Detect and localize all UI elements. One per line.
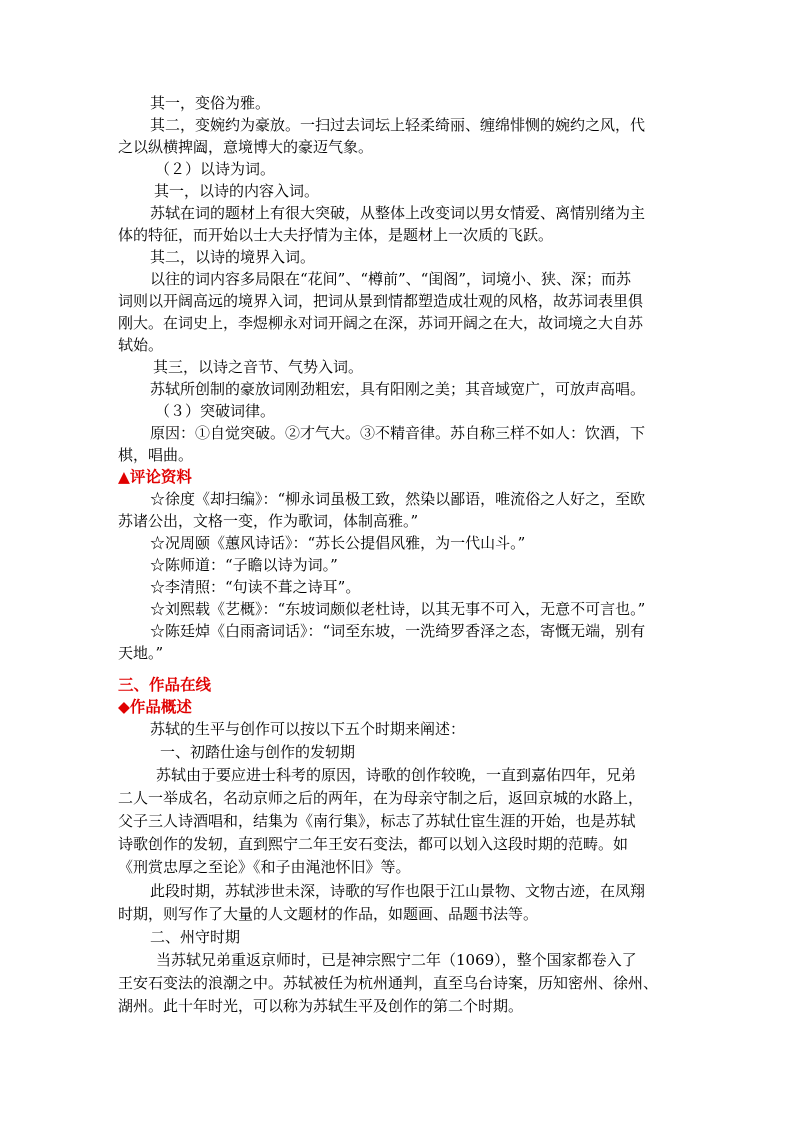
text-line: 其二，以诗的境界入词。 [150,248,316,266]
text-line: 二、州守时期 [150,928,241,946]
text-line: 其一，变俗为雅。 [150,94,271,112]
section-heading: ▲评论资料 [118,468,192,486]
text-line: 王安石变法的浪潮之中。苏轼被任为杭州通判，直至乌台诗案，历知密州、徐州、 [118,974,659,992]
text-line: 苏轼由于要应进士科考的原因，诗歌的创作较晚，一直到嘉佑四年，兄弟 [156,766,637,784]
text-line: 之以纵横捭阖，意境博大的豪迈气象。 [118,138,374,156]
text-line: 一、初踏仕途与创作的发轫期 [160,743,356,761]
text-line: （３）突破词律。 [155,402,276,420]
section-heading: ◆作品概述 [118,698,192,716]
text-line: 轼始。 [118,336,164,354]
text-line: 苏轼在词的题材上有很大突破，从整体上改变词以男女情爱、离情别绪为主 [150,204,646,222]
text-line: 《刑赏忠厚之至论》《和子由渑池怀旧》等。 [118,858,411,876]
text-line: 刚大。在词史上，李煜柳永对词开阔之在深，苏词开阔之在大，故词境之大自苏 [118,314,644,332]
text-line: 天地。” [118,644,164,662]
text-line: 原因：①自觉突破。②才气大。③不精音律。苏自称三样不如人：饮酒，下 [150,424,646,442]
text-line: 父子三人诗酒唱和，结集为《南行集》，标志了苏轼仕宦生涯的开始，也是苏轼 [118,812,636,830]
text-line: 体的特征，而开始以士大夫抒情为主体，是题材上一次质的飞跃。 [118,226,554,244]
text-line: 苏轼的生平与创作可以按以下五个时期来阐述： [150,720,466,738]
section-heading: 三、作品在线 [118,676,212,694]
text-line: 苏轼所创制的豪放词刚劲粗宏，具有阳刚之美；其音域宽广，可放声高唱。 [150,380,646,398]
text-line: ☆陈廷焯《白雨斋词话》：“词至东坡，一洗绮罗香泽之态，寄慨无端，别有 [150,622,646,640]
text-line: 此段时期，苏轼涉世未深，诗歌的写作也限于江山景物、文物古迹，在凤翔 [150,882,646,900]
text-line: ☆李清照：“句读不葺之诗耳”。 [150,578,361,596]
text-line: ☆刘熙载《艺概》：“东坡词颇似老杜诗，以其无事不可入，无意不可言也。” [150,600,646,618]
text-line: 时期，则写作了大量的人文题材的作品，如题画、品题书法等。 [118,905,539,923]
text-line: ☆陈师道：“子瞻以诗为词。” [150,556,338,574]
text-line: 其二，变婉约为豪放。一扫过去词坛上轻柔绮丽、缠绵悱恻的婉约之风，代 [150,116,646,134]
text-line: ☆况周颐《蕙风诗话》：“苏长公提倡风雅，为一代山斗。” [150,534,526,552]
text-line: 湖州。此十年时光，可以称为苏轼生平及创作的第二个时期。 [118,997,524,1015]
text-line: 其三，以诗之音节、气势入词。 [153,358,364,376]
text-line: 诗歌创作的发轫，直到熙宁二年王安石变法，都可以划入这段时期的范畴。如 [118,835,629,853]
text-line: 以往的词内容多局限在“花间”、“樽前”、“闺阁”，词境小、狭、深；而苏 [150,270,632,288]
text-line: （２）以诗为词。 [155,160,276,178]
text-line: ☆徐度《却扫编》：“柳永词虽极工致，然染以鄙语，唯流俗之人好之，至欧 [150,490,646,508]
text-line: 苏诸公出，文格一变，作为歌词，体制高雅。” [118,512,419,530]
text-line: 棋，唱曲。 [118,446,194,464]
text-line: 二人一举成名，名动京师之后的两年，在为母亲守制之后，返回京城的水路上， [118,789,644,807]
text-line: 当苏轼兄弟重返京师时，已是神宗熙宁二年（1069），整个国家都卷入了 [156,951,637,969]
text-line: 其一，以诗的内容入词。 [154,182,320,200]
text-line: 词则以开阔高远的境界入词，把词从景到情都塑造成壮观的风格，故苏词表里俱 [118,292,644,310]
